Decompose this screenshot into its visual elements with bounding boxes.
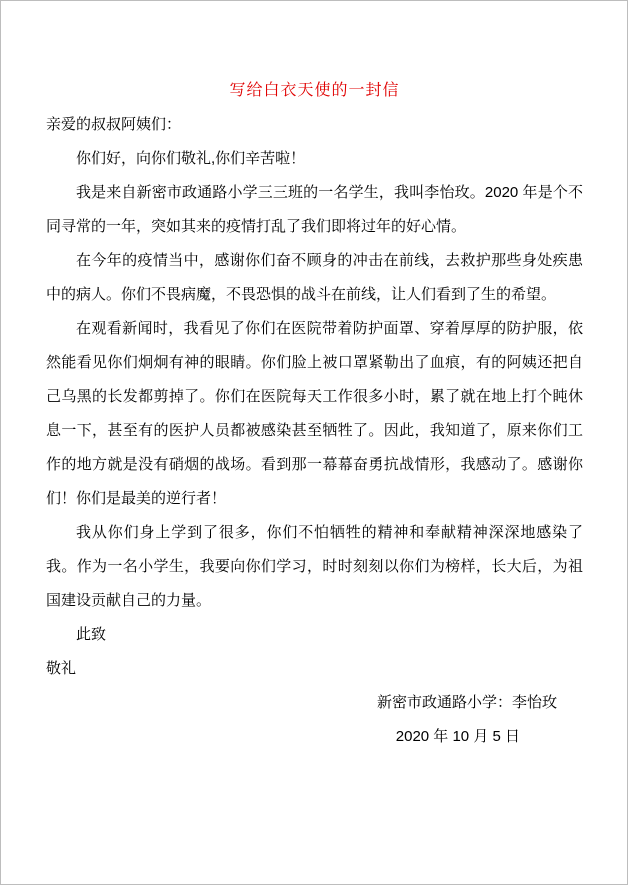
letter-date: 2020 年 10 月 5 日 — [395, 728, 520, 745]
letter-closing-cizhi: 此致 — [76, 626, 107, 643]
letter-paragraph-1: 你们好，向你们敬礼,你们辛苦啦！ — [76, 150, 306, 167]
letter-paragraph-2: 我是来自新密市政通路小学三三班的一名学生，我叫李怡玫。2020 年是个不同寻常的一年，突如其来的疫情打乱了我们即将过年的好心情。 — [46, 184, 583, 235]
letter-greeting: 亲爱的叔叔阿姨们： — [46, 116, 182, 133]
letter-title: 写给白衣天使的一封信 — [229, 82, 400, 99]
letter-signature: 新密市政通路小学：李怡玫 — [376, 694, 557, 711]
letter-paragraph-4: 在观看新闻时，我看见了你们在医院带着防护面罩、穿着厚厚的防护服，依然能看见你们炯炯有神的眼睛。你们脸上被口罩紧勒出了血痕，有的阿姨还把自己乌黑的长发都剪掉了。你们在医院每天工作很多小时，累了就在地上打个盹休息一下，甚至有的医护人员都被感染甚至牺牲了。因此，我知道了，原来你们工作的地方就是没有硝烟的战场。看到那一幕幕奋勇抗战情形，我感动了。感谢你们！你们是最美的逆行者！ — [46, 320, 583, 507]
letter-paragraph-5: 我从你们身上学到了很多，你们不怕牺牲的精神和奉献精神深深地感染了我。作为一名小学生，我要向你们学习，时时刻刻以你们为榜样，长大后，为祖国建设贡献自己的力量。 — [46, 524, 583, 609]
letter-closing-jingli: 敬礼 — [46, 660, 77, 677]
letter-paragraph-3: 在今年的疫情当中，感谢你们奋不顾身的冲击在前线，去救护那些身处疾患中的病人。你们不畏病魔，不畏恐惧的战斗在前线，让人们看到了生的希望。 — [46, 252, 583, 303]
